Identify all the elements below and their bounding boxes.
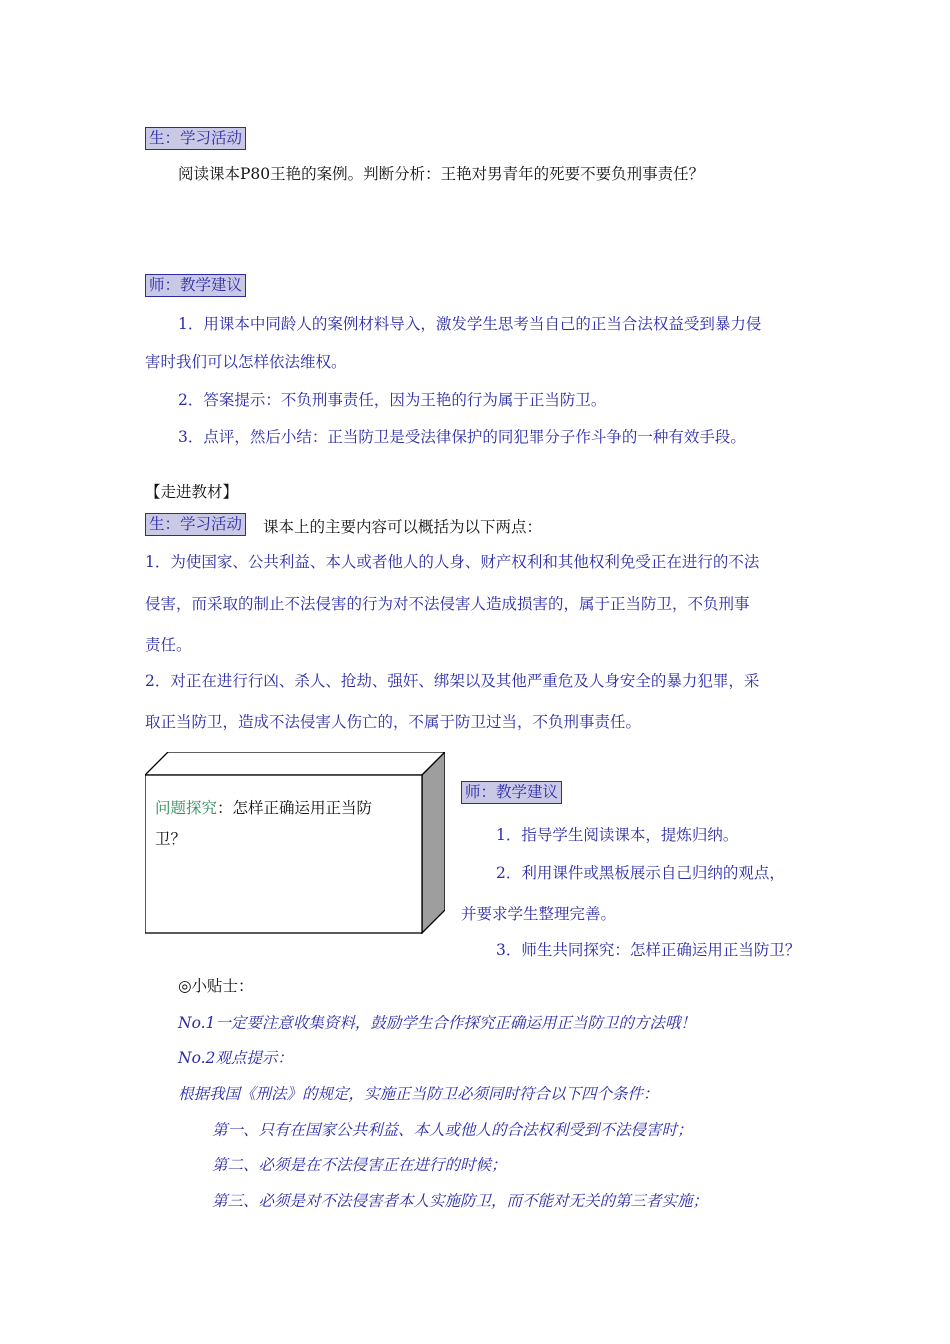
suggestion-2: 2．答案提示：不负刑事责任，因为王艳的行为属于正当防卫。 [178, 391, 607, 409]
condition-1: 第一、只有在国家公共利益、本人或他人的合法权利受到不法侵害时； [212, 1121, 693, 1139]
tip-no1: No.1一定要注意收集资料，鼓励学生合作探究正确运用正当防卫的方法哦！ [178, 1014, 696, 1032]
tips-heading: ◎小贴士： [178, 977, 254, 995]
suggestion-1-line-b: 害时我们可以怎样依法维权。 [145, 353, 347, 371]
box-shape [145, 752, 445, 934]
point-2-line-b: 取正当防卫，造成不法侵害人伤亡的，不属于防卫过当，不负刑事责任。 [145, 713, 642, 731]
teacher-suggestion-tag-2: 师：教学建议 [461, 781, 562, 804]
law-intro: 根据我国《刑法》的规定，实施正当防卫必须同时符合以下四个条件： [178, 1085, 659, 1103]
teaching-2-line-a: 2．利用课件或黑板展示自己归纳的观点， [496, 864, 785, 882]
condition-2: 第二、必须是在不法侵害正在进行的时候； [212, 1156, 507, 1174]
point-1-line-c: 责任。 [145, 636, 192, 654]
point-2-line-a: 2．对正在进行行凶、杀人、抢劫、强奸、绑架以及其他严重危及人身安全的暴力犯罪，采 [145, 672, 760, 690]
inquiry-label: 问题探究 [155, 799, 218, 817]
suggestion-1-line-a: 1．用课本中同龄人的案例材料导入，激发学生思考当自己的正当合法权益受到暴力侵 [178, 315, 762, 333]
teaching-3: 3．师生共同探究：怎样正确运用正当防卫？ [496, 941, 801, 959]
student-activity-tag-2: 生：学习活动 [145, 513, 246, 536]
suggestion-3: 3．点评，然后小结：正当防卫是受法律保护的同犯罪分子作斗争的一种有效手段。 [178, 428, 746, 446]
inquiry-box [145, 752, 445, 934]
tip-no2: No.2观点提示： [178, 1049, 293, 1067]
condition-3: 第三、必须是对不法侵害者本人实施防卫，而不能对无关的第三者实施； [212, 1192, 709, 1210]
teacher-suggestion-tag: 师：教学建议 [145, 274, 246, 297]
content-intro: 课本上的主要内容可以概括为以下两点： [263, 518, 543, 536]
reading-task: 阅读课本P80王艳的案例。判断分析：王艳对男青年的死要不要负刑事责任？ [178, 165, 705, 183]
point-1-line-b: 侵害，而采取的制止不法侵害的行为对不法侵害人造成损害的，属于正当防卫，不负刑事 [145, 595, 750, 613]
teaching-1: 1．指导学生阅读课本，提炼归纳。 [496, 826, 739, 844]
inquiry-line-b: 卫？ [155, 830, 187, 848]
inquiry-line-a [155, 796, 372, 818]
inquiry-question: ：怎样正确运用正当防 [217, 799, 373, 817]
section-heading: 【走进教材】 [145, 483, 239, 501]
student-activity-tag: 生：学习活动 [145, 127, 246, 150]
teaching-2-line-b: 并要求学生整理完善。 [461, 905, 617, 923]
point-1-line-a: 1．为使国家、公共利益、本人或者他人的人身、财产权利和其他权利免受正在进行的不法 [145, 553, 760, 571]
